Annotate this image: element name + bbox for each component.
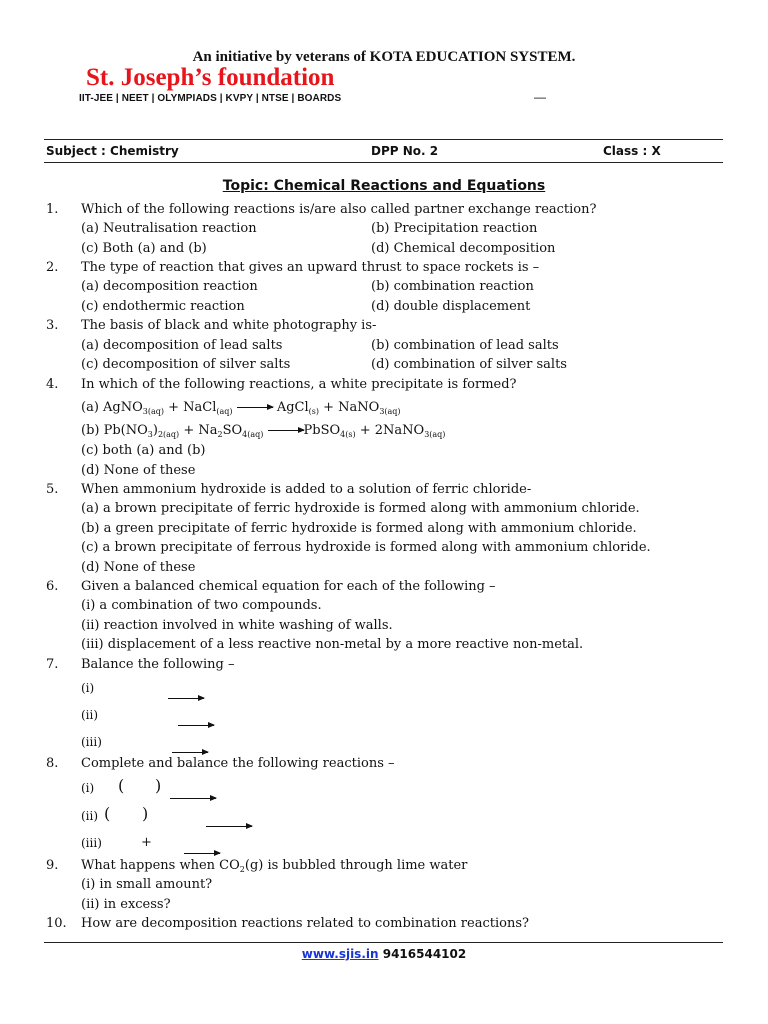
q7-number: 7. [46, 657, 59, 672]
q8-ii-arrow [206, 816, 252, 835]
q5-option-b: (b) a green precipitate of ferric hydroxide is formed along with ammonium chloride. [81, 521, 637, 536]
q3-text: The basis of black and white photography is- [81, 318, 377, 333]
exams-list: IIT-JEE | NEET | OLYMPIADS | KVPY | NTSE | BOARDS [79, 93, 342, 104]
q1-option-d: (d) Chemical decomposition [371, 241, 556, 256]
reaction-arrow-icon [172, 752, 208, 753]
q9-item-i: (i) in small amount? [81, 877, 213, 892]
q5-option-c: (c) a brown precipitate of ferrous hydroxide is formed along with ammonium chloride. [81, 540, 651, 555]
q1-option-b: (b) Precipitation reaction [371, 221, 538, 236]
q3-option-c: (c) decomposition of silver salts [81, 357, 291, 372]
phone-number: 9416544102 [382, 947, 467, 961]
reaction-arrow-icon [168, 698, 204, 699]
q8-i-close-paren: ) [155, 776, 162, 795]
q10-text: How are decomposition reactions related to combination reactions? [81, 916, 529, 931]
q6-item-ii: (ii) reaction involved in white washing of walls. [81, 618, 393, 633]
q7-i-arrow [168, 688, 204, 707]
q2-option-c: (c) endothermic reaction [81, 299, 245, 314]
q3-option-b: (b) combination of lead salts [371, 338, 559, 353]
q4-text: In which of the following reactions, a white precipitate is formed? [81, 377, 517, 392]
q8-number: 8. [46, 756, 59, 771]
q7-item-ii: (ii) [81, 708, 99, 722]
q5-option-d: (d) None of these [81, 560, 196, 575]
organization-name: St. Joseph’s foundation [86, 64, 335, 91]
initiative-line: An initiative by veterans of KOTA EDUCATION SYSTEM. [192, 49, 576, 65]
q4-option-c: (c) both (a) and (b) [81, 443, 206, 458]
reaction-arrow-icon [184, 853, 220, 854]
header-dash: — [534, 90, 546, 104]
q9-text-post: (g) is bubbled through lime water [244, 858, 468, 873]
q7-text: Balance the following – [81, 657, 235, 672]
q5-number: 5. [46, 482, 59, 497]
q9-text-pre: What happens when CO [81, 858, 240, 873]
q7-ii-arrow [178, 715, 214, 734]
topic-title [0, 178, 768, 194]
q6-item-iii: (iii) displacement of a less reactive non-metal by a more reactive non-metal. [81, 637, 584, 652]
q2-option-d: (d) double displacement [371, 299, 531, 314]
reaction-arrow-icon [170, 798, 216, 799]
q8-item-iii: (iii) [81, 836, 102, 850]
q1-text: Which of the following reactions is/are also called partner exchange reaction? [81, 202, 597, 217]
divider-top [44, 139, 723, 140]
q2-text: The type of reaction that gives an upward thrust to space rockets is – [81, 260, 540, 275]
q8-item-ii: (ii) [81, 809, 99, 823]
divider-bottom [44, 162, 723, 163]
q2-option-a: (a) decomposition reaction [81, 279, 258, 294]
q6-number: 6. [46, 579, 59, 594]
class-label: Class : X [603, 144, 661, 158]
reaction-arrow-icon [178, 725, 214, 726]
q8-ii-open-paren: ( [104, 804, 111, 823]
q8-item-i: (i) [81, 781, 95, 795]
q8-ii-close-paren: ) [142, 804, 149, 823]
q4-option-a: (a) AgNO$_{3(aq)}$ + NaCl$_{(aq)}$ AgCl$_{(s)}$ + NaNO$_{3(aq)}$ [81, 400, 401, 416]
q8-text: Complete and balance the following reactions – [81, 756, 395, 771]
q2-number: 2. [46, 260, 59, 275]
q2-option-b: (b) combination reaction [371, 279, 534, 294]
topic-text: Topic: Chemical Reactions and Equations [222, 178, 546, 194]
q6-item-i: (i) a combination of two compounds. [81, 598, 322, 613]
footer-divider [44, 942, 723, 943]
q9-number: 9. [46, 858, 59, 873]
q4-option-d: (d) None of these [81, 463, 196, 478]
q4-option-a-label: (a) [81, 400, 99, 415]
q8-i-arrow [170, 788, 216, 807]
q4-option-b: (b) $Pb(NO_3)_{2(aq)} + Na_2SO_{4(aq)}$ PbSO$_{4(s)}$ + 2NaNO$_{3(aq)}$ [81, 423, 446, 439]
reaction-arrow-icon [237, 407, 273, 408]
q7-item-i: (i) [81, 681, 95, 695]
q9-item-ii: (ii) in excess? [81, 897, 171, 912]
q5-option-a: (a) a brown precipitate of ferric hydroxide is formed along with ammonium chloride. [81, 501, 640, 516]
q8-i-open-paren: ( [118, 776, 125, 795]
q7-item-iii: (iii) [81, 735, 102, 749]
q10-number: 10. [46, 916, 67, 931]
footer [0, 947, 768, 961]
website-link[interactable]: www.sjis.in [301, 947, 379, 961]
q4-option-b-label: (b) [81, 423, 100, 438]
q8-iii-plus: + [141, 835, 152, 850]
reaction-arrow-icon [268, 430, 304, 431]
reaction-arrow-icon [206, 826, 252, 827]
q1-option-c: (c) Both (a) and (b) [81, 241, 207, 256]
q1-option-a: (a) Neutralisation reaction [81, 221, 257, 236]
q6-text: Given a balanced chemical equation for each of the following – [81, 579, 496, 594]
q4-number: 4. [46, 377, 59, 392]
q5-text: When ammonium hydroxide is added to a solution of ferric chloride- [81, 482, 532, 497]
q3-option-a: (a) decomposition of lead salts [81, 338, 283, 353]
q9-text-sub: 2 [239, 865, 245, 874]
subject-label: Subject : Chemistry [46, 144, 179, 158]
q1-number: 1. [46, 202, 59, 217]
q3-number: 3. [46, 318, 59, 333]
q9-text [81, 858, 467, 878]
dpp-number: DPP No. 2 [371, 144, 439, 158]
q3-option-d: (d) combination of silver salts [371, 357, 567, 372]
